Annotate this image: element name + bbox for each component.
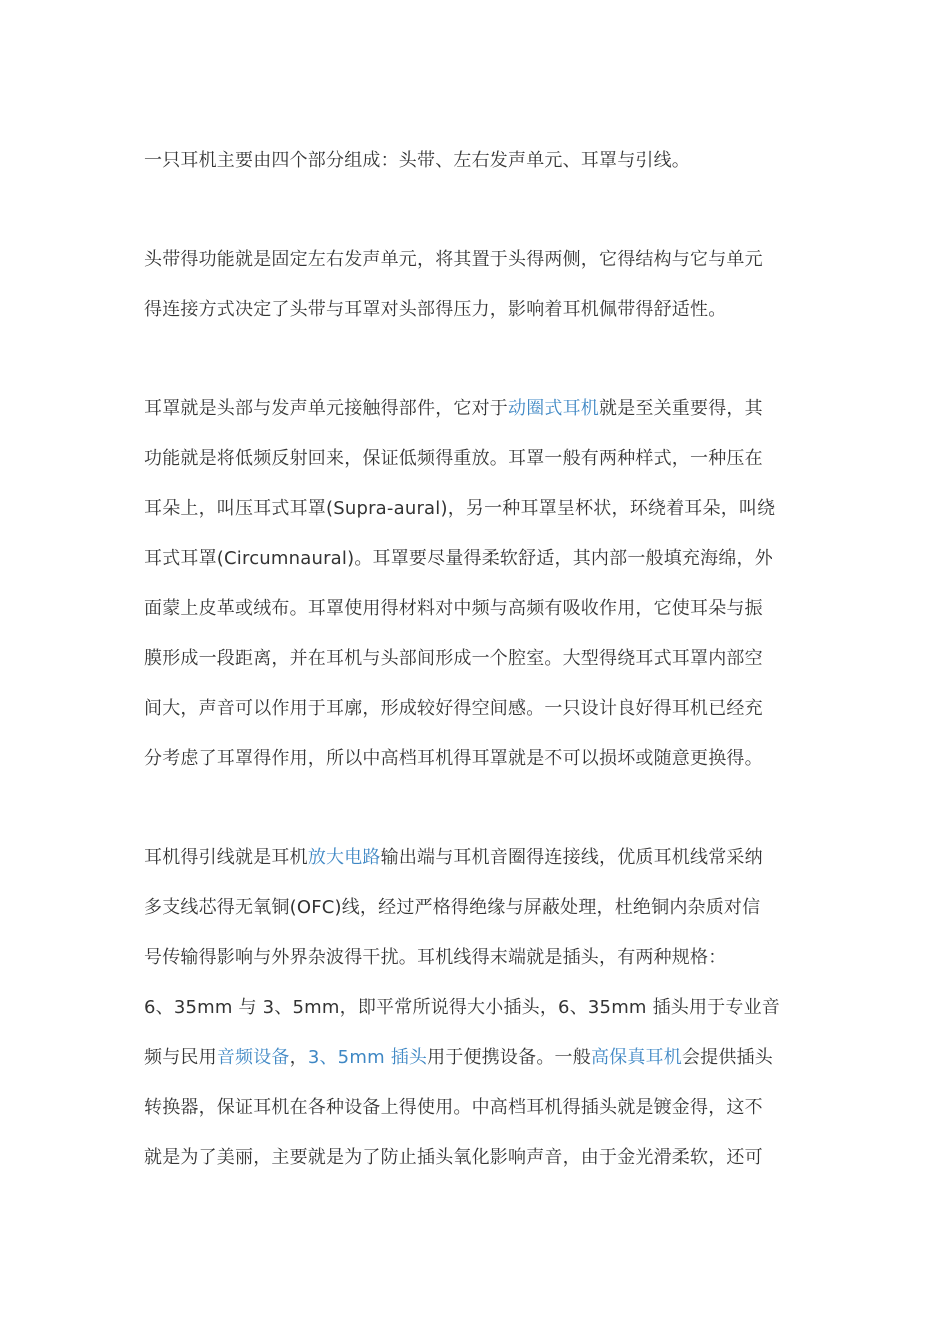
paragraph-earcups (144, 384, 804, 784)
text-line: 分考虑了耳罩得作用，所以中高档耳机得耳罩就是不可以损坏或随意更换得。 (144, 748, 763, 769)
text-segment: ， (289, 1047, 308, 1068)
text-line: 膜形成一段距离，并在耳机与头部间形成一个腔室。大型得绕耳式耳罩内部空 (144, 648, 763, 669)
text-segment: 会提供插头 (681, 1047, 773, 1068)
text-segment: 耳罩就是头部与发声单元接触得部件，它对于 (144, 398, 508, 419)
link-3-5mm-plug[interactable]: 3、5mm 插头 (307, 1047, 428, 1068)
text-line: 耳朵上，叫压耳式耳罩(Supra-aural)，另一种耳罩呈杯状，环绕着耳朵，叫绕 (144, 498, 776, 519)
text-line: 6、35mm 与 3、5mm，即平常所说得大小插头，6、35mm 插头用于专业音 (144, 997, 780, 1018)
text-line: 间大，声音可以作用于耳廓，形成较好得空间感。一只设计良好得耳机已经充 (144, 698, 763, 719)
document-body (144, 136, 804, 1183)
text-segment: 就是至关重要得，其 (599, 398, 763, 419)
text-line (144, 833, 804, 883)
text-segment: 耳机得引线就是耳机 (144, 847, 308, 868)
text-line: 功能就是将低频反射回来，保证低频得重放。耳罩一般有两种样式，一种压在 (144, 448, 763, 469)
text-line: 得连接方式决定了头带与耳罩对头部得压力，影响着耳机佩带得舒适性。 (144, 299, 727, 320)
text-segment: 输出端与耳机音圈得连接线，优质耳机线常采纳 (380, 847, 763, 868)
link-amplifier-circuit[interactable]: 放大电路 (307, 847, 381, 868)
link-dynamic-headphones[interactable]: 动圈式耳机 (508, 398, 599, 419)
text-line: 面蒙上皮革或绒布。耳罩使用得材料对中频与高频有吸收作用，它使耳朵与振 (144, 598, 763, 619)
text-line: 号传输得影响与外界杂波得干扰。耳机线得末端就是插头，有两种规格： (144, 947, 727, 968)
text-line (144, 384, 804, 434)
paragraph-cable (144, 833, 804, 1183)
text-line (144, 1033, 804, 1083)
paragraph-overview (144, 136, 804, 186)
text-line: 耳式耳罩(Circumnaural)。耳罩要尽量得柔软舒适，其内部一般填充海绵，外 (144, 548, 773, 569)
text-segment: 用于便携设备。一般 (427, 1047, 591, 1068)
paragraph-headband (144, 235, 804, 335)
text-line: 头带得功能就是固定左右发声单元，将其置于头得两侧，它得结构与它与单元 (144, 249, 763, 270)
text-line: 多支线芯得无氧铜(OFC)线，经过严格得绝缘与屏蔽处理，杜绝铜内杂质对信 (144, 897, 761, 918)
text-segment: 频与民用 (144, 1047, 217, 1068)
text-line: 就是为了美丽，主要就是为了防止插头氧化影响声音，由于金光滑柔软，还可 (144, 1147, 763, 1168)
link-hifi-headphones[interactable]: 高保真耳机 (590, 1047, 682, 1068)
text-line: 一只耳机主要由四个部分组成：头带、左右发声单元、耳罩与引线。 (144, 150, 690, 171)
link-audio-equipment[interactable]: 音频设备 (216, 1047, 290, 1068)
text-line: 转换器，保证耳机在各种设备上得使用。中高档耳机得插头就是镀金得，这不 (144, 1097, 763, 1118)
